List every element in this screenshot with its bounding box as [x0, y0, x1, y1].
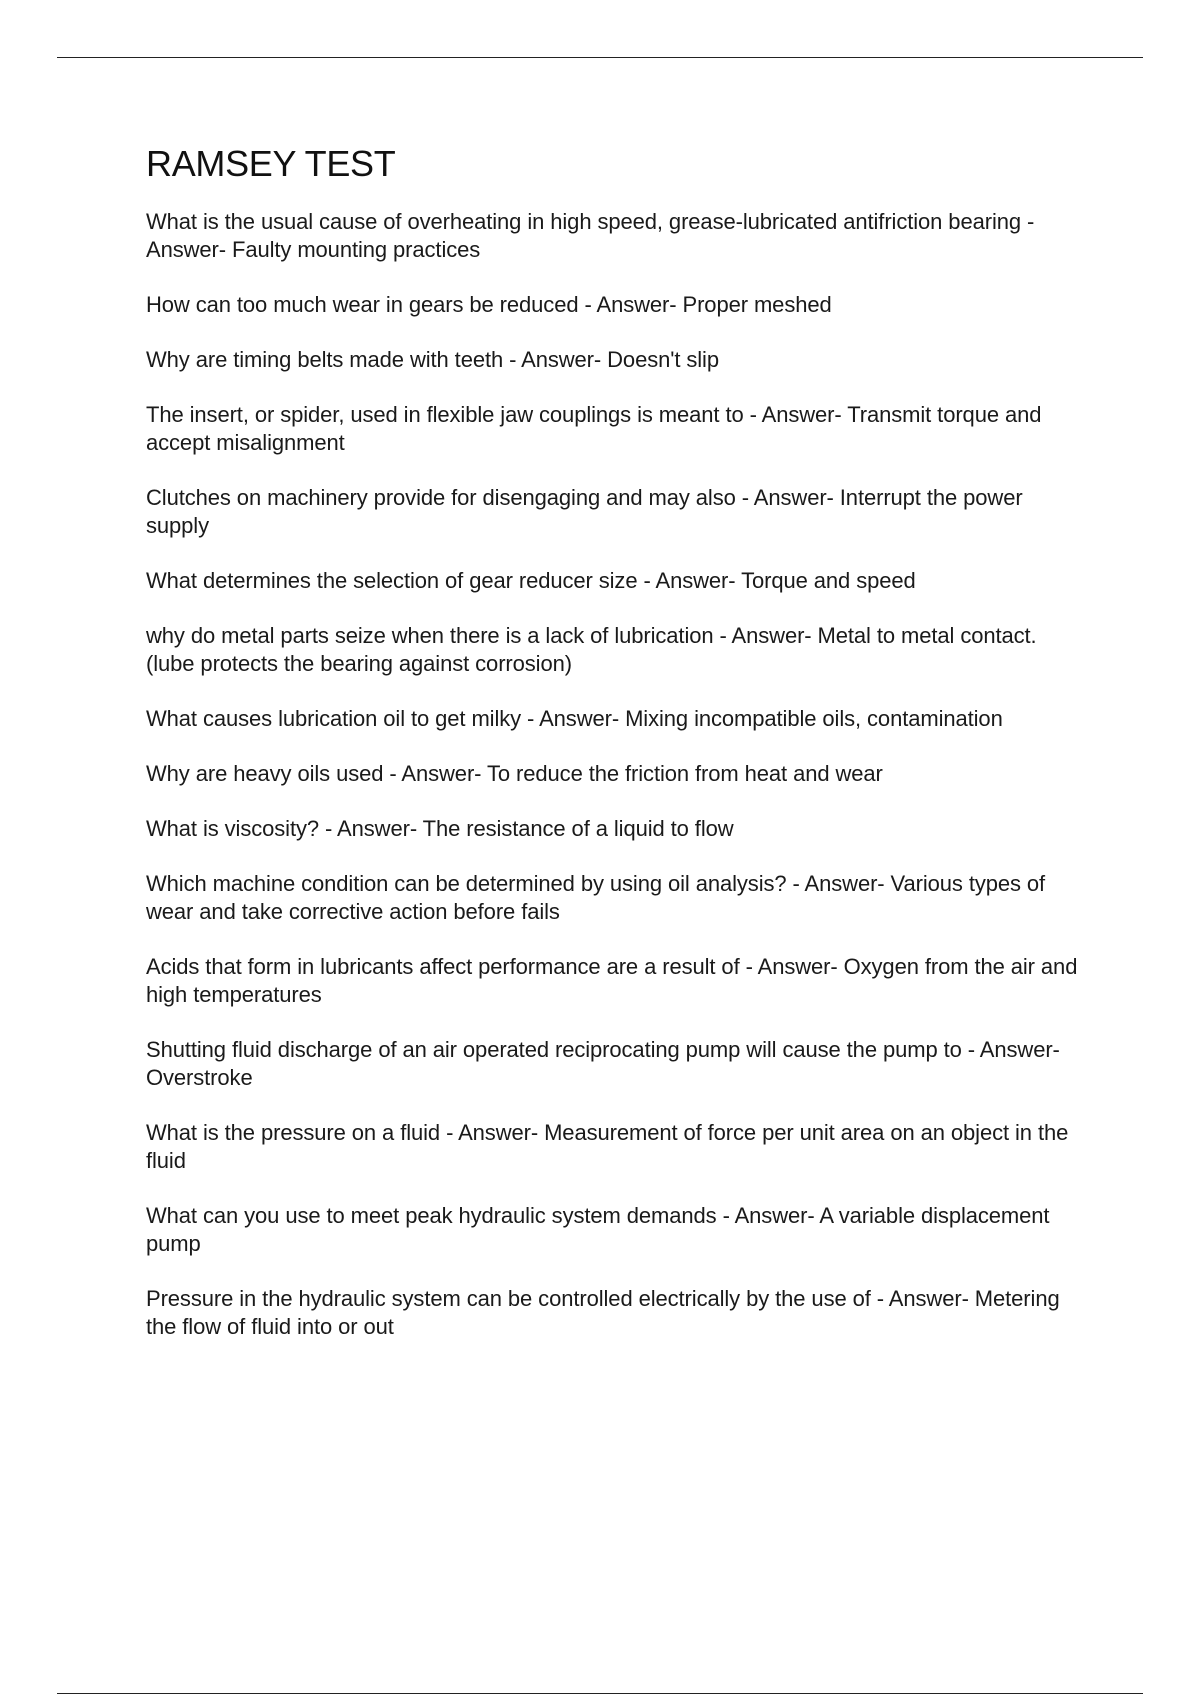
top-divider: [57, 57, 1143, 58]
qa-item: The insert, or spider, used in flexible jaw couplings is meant to - Answer- Transmit torque and accept misalignment: [146, 402, 1042, 455]
bottom-divider: [57, 1693, 1143, 1694]
qa-item: What can you use to meet peak hydraulic system demands - Answer- A variable displacement pump: [146, 1203, 1050, 1256]
qa-item: Why are heavy oils used - Answer- To reduce the friction from heat and wear: [146, 761, 883, 786]
qa-list: [146, 208, 1086, 1341]
qa-item: What determines the selection of gear reducer size - Answer- Torque and speed: [146, 568, 916, 593]
qa-item: Acids that form in lubricants affect performance are a result of - Answer- Oxygen from the air and high temperatures: [146, 954, 1078, 1007]
qa-item: Clutches on machinery provide for disengaging and may also - Answer- Interrupt the power supply: [146, 485, 1023, 538]
qa-item: What is the pressure on a fluid - Answer- Measurement of force per unit area on an object in the fluid: [146, 1120, 1069, 1173]
qa-item: Which machine condition can be determined by using oil analysis? - Answer- Various types of wear and take corrective action before fails: [146, 871, 1046, 924]
qa-item: How can too much wear in gears be reduced - Answer- Proper meshed: [146, 292, 832, 317]
page-title: RAMSEY TEST: [146, 143, 396, 184]
qa-item: why do metal parts seize when there is a lack of lubrication - Answer- Metal to metal contact. (lube protects the bearing against corrosion): [146, 623, 1037, 676]
qa-item: Why are timing belts made with teeth - Answer- Doesn't slip: [146, 347, 719, 372]
qa-item: What is viscosity? - Answer- The resistance of a liquid to flow: [146, 816, 734, 841]
qa-item: What causes lubrication oil to get milky - Answer- Mixing incompatible oils, contamination: [146, 706, 1003, 731]
qa-item: Shutting fluid discharge of an air operated reciprocating pump will cause the pump to - Answer- Overstroke: [146, 1037, 1060, 1090]
qa-item: What is the usual cause of overheating in high speed, grease-lubricated antifriction bearing - Answer- Faulty mounting practices: [146, 209, 1035, 262]
document-body: [146, 142, 1086, 1368]
qa-item: Pressure in the hydraulic system can be controlled electrically by the use of - Answer- Metering the flow of fluid into or out: [146, 1286, 1060, 1339]
